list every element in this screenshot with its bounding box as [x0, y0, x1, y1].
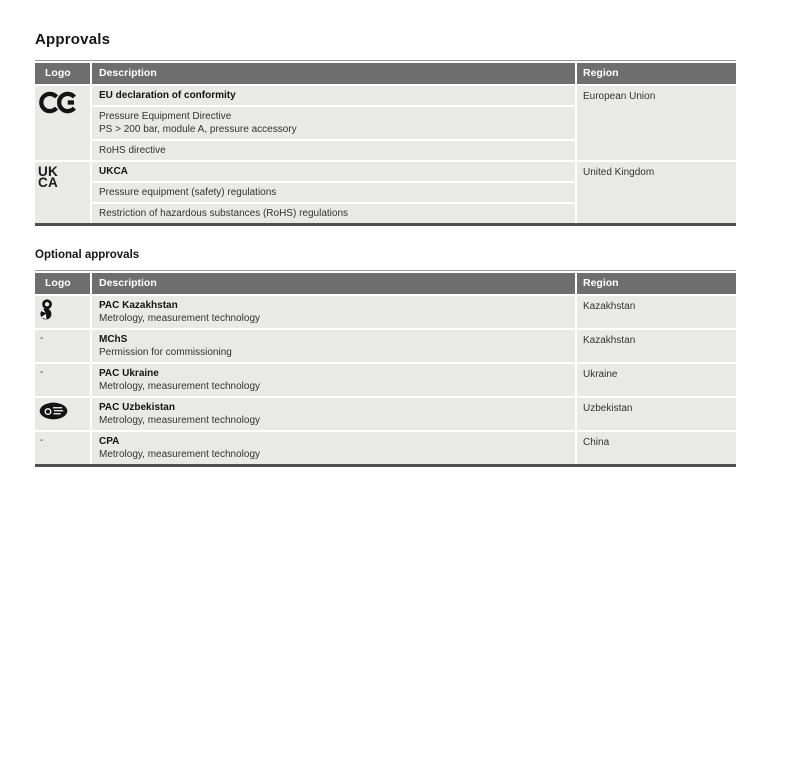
ukca-line-1: UK	[38, 164, 59, 179]
logo-cell	[35, 84, 90, 160]
table-row	[35, 84, 736, 105]
table-row	[35, 294, 736, 328]
no-logo-dash: -	[40, 367, 44, 378]
region-cell	[575, 396, 736, 430]
table-row	[35, 362, 736, 396]
description-title: UKCA	[99, 166, 128, 177]
description-line: PS > 200 bar, module A, pressure accessory	[99, 124, 297, 135]
description-cell	[90, 160, 575, 181]
description-cell	[90, 294, 575, 328]
description-title: PAC Kazakhstan	[99, 300, 178, 311]
column-header-logo: Logo	[35, 273, 90, 294]
description-title: CPA	[99, 436, 120, 447]
region-cell	[575, 160, 736, 223]
description-title: EU declaration of conformity	[99, 90, 236, 101]
table-header-row	[35, 63, 736, 84]
ukca-line-2: CA	[38, 175, 59, 190]
description-title: PAC Uzbekistan	[99, 402, 175, 413]
description-line: Restriction of hazardous substances (RoHS) regulations	[99, 208, 349, 219]
description-title: PAC Ukraine	[99, 368, 159, 379]
description-cell	[90, 84, 575, 105]
region-cell	[575, 84, 736, 160]
no-logo-dash: -	[40, 435, 44, 446]
description-cell	[90, 328, 575, 362]
description-subtitle: Metrology, measurement technology	[99, 415, 261, 426]
column-header-logo: Logo	[35, 63, 90, 84]
description-cell	[90, 139, 575, 160]
description-subtitle: Metrology, measurement technology	[99, 313, 261, 324]
column-header-description: Description	[90, 273, 575, 294]
column-header-description: Description	[90, 63, 575, 84]
description-cell	[90, 396, 575, 430]
description-cell	[90, 202, 575, 223]
no-logo-dash: -	[40, 333, 44, 344]
region-cell	[575, 430, 736, 464]
region-cell	[575, 294, 736, 328]
logo-cell	[35, 362, 90, 396]
approvals-section	[35, 0, 736, 467]
region-cell	[575, 328, 736, 362]
description-line: Pressure equipment (safety) regulations	[99, 187, 277, 198]
description-cell	[90, 430, 575, 464]
pac-uzbekistan-logo-icon	[38, 402, 88, 420]
optional-approvals-title: Optional approvals	[35, 249, 140, 261]
region-cell	[575, 362, 736, 396]
logo-cell	[35, 328, 90, 362]
region-label: Kazakhstan	[583, 335, 636, 346]
region-label: Kazakhstan	[583, 301, 636, 312]
region-label: China	[583, 437, 610, 448]
table-row	[35, 396, 736, 430]
description-subtitle: Metrology, measurement technology	[99, 449, 261, 460]
logo-cell	[35, 160, 90, 223]
optional-approvals-table	[35, 270, 736, 467]
column-header-region: Region	[575, 273, 736, 294]
description-line: Pressure Equipment Directive	[99, 111, 232, 122]
approvals-table	[35, 60, 736, 226]
description-subtitle: Permission for commissioning	[99, 347, 232, 358]
table-row	[35, 160, 736, 181]
description-title: MChS	[99, 334, 128, 345]
pac-kazakhstan-logo-icon	[38, 299, 88, 321]
description-subtitle: Metrology, measurement technology	[99, 381, 261, 392]
region-label: United Kingdom	[583, 167, 655, 178]
description-line: RoHS directive	[99, 145, 166, 156]
logo-cell	[35, 294, 90, 328]
logo-cell	[35, 430, 90, 464]
ce-mark-icon	[38, 91, 88, 114]
region-label: Ukraine	[583, 369, 618, 380]
table-row	[35, 328, 736, 362]
column-header-region: Region	[575, 63, 736, 84]
table-row	[35, 430, 736, 464]
ukca-mark-icon	[38, 166, 88, 188]
description-cell	[90, 181, 575, 202]
description-cell	[90, 105, 575, 139]
region-label: European Union	[583, 91, 656, 102]
description-cell	[90, 362, 575, 396]
page-title: Approvals	[35, 31, 111, 48]
table-header-row	[35, 273, 736, 294]
region-label: Uzbekistan	[583, 403, 633, 414]
logo-cell	[35, 396, 90, 430]
